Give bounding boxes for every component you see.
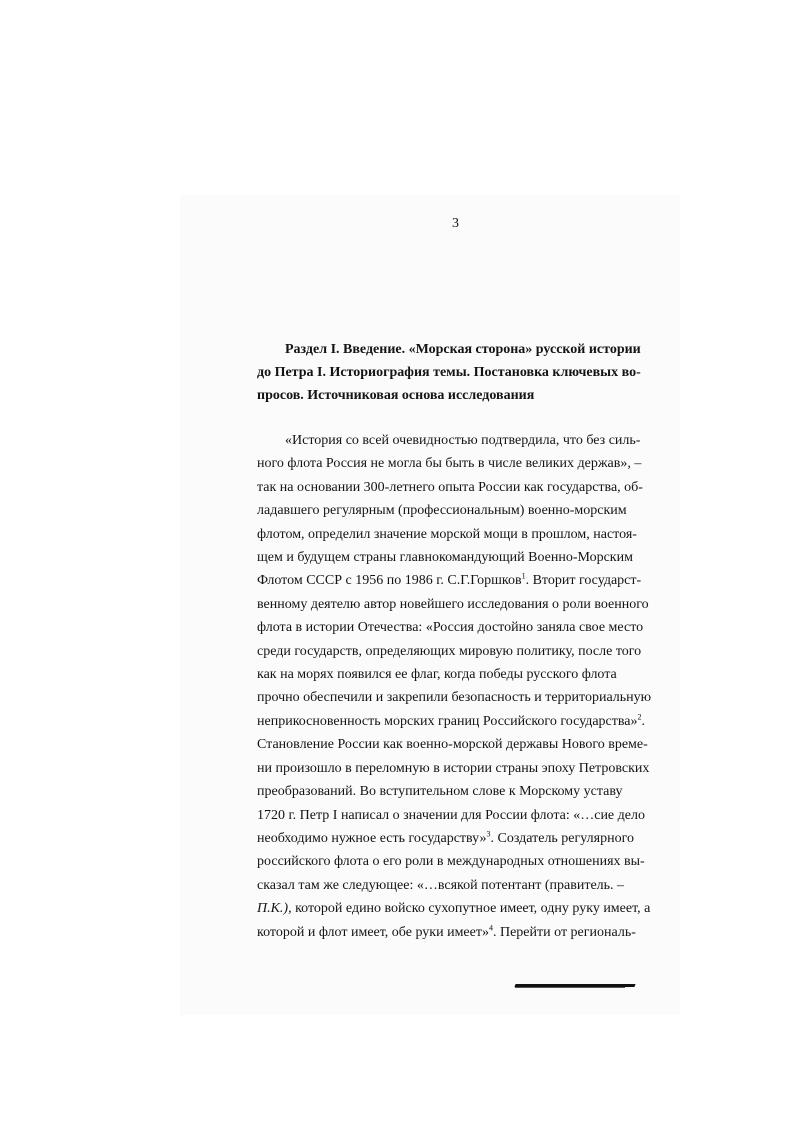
text-line: «История со всей очевидностью подтвердила, что без силь-: [285, 433, 641, 448]
text-line: щем и будущем страны главнокомандующий Военно-Морским: [257, 550, 633, 566]
text-line: сказал там же следующее: «…всякой потентант (правитель. –: [257, 877, 625, 893]
text-line: как на морях появился ее флаг, когда победы русского флота: [257, 667, 617, 683]
text-line: венному деятелю автор новейшего исследования о роли военного: [257, 596, 649, 612]
text-line: Становление России как военно-морской державы Нового време-: [257, 737, 648, 753]
text-run: которой и флот имеет, обе руки имеет»: [257, 924, 489, 940]
body-paragraph: [257, 429, 652, 944]
text-line: прочно обеспечили и закрепили безопасность и территориальную: [257, 690, 652, 706]
text-line: ного флота Россия не могла бы быть в числе великих держав», –: [257, 456, 642, 472]
text-line: 1720 г. Петр I написал о значении для России флота: «…сие дело: [257, 807, 645, 823]
text-run: неприкосновенность морских границ Российского государства»: [257, 713, 638, 729]
text-run-italic: П.К.),: [257, 901, 292, 917]
text-line: ни произошло в переломную в истории страны эпоху Петровских: [257, 760, 650, 776]
footnote-ref: 1: [521, 571, 526, 581]
heading-line: просов. Источниковая основа исследования: [257, 388, 535, 403]
footnote-separator-underline: [515, 987, 625, 988]
text-run: Флотом СССР с 1956 по 1986 г. С.Г.Горшков: [257, 573, 522, 589]
footnote-ref: 2: [637, 712, 642, 722]
text-line: флота в истории Отечества: «Россия достойно заняла свое место: [257, 620, 644, 636]
text-run: .: [641, 713, 646, 729]
page-number: 3: [452, 216, 459, 231]
text-line: российского флота о его роли в международных отношениях вы-: [257, 854, 645, 870]
text-run: которой едино войско сухопутное имеет, одну руку имеет, а: [291, 901, 651, 917]
text-run: . Вторит государст-: [525, 573, 642, 589]
text-line: [257, 710, 646, 733]
text-line: флотом, определил значение морской мощи в прошлом, настоя-: [257, 526, 637, 542]
footnote-ref: 3: [486, 829, 491, 839]
text-line: ладавшего регулярным (профессиональным) военно-морским: [257, 503, 627, 519]
text-line: [257, 827, 637, 850]
text-line: среди государств, определяющих мировую политику, после того: [257, 643, 642, 659]
text-run: . Перейти от региональ-: [492, 924, 636, 940]
text-run: . Создатель регулярного: [490, 830, 634, 846]
heading-line: Раздел I. Введение. «Морская сторона» русской истории: [285, 342, 641, 357]
section-heading: [257, 338, 641, 407]
footnote-ref: 4: [488, 922, 493, 932]
text-line: [257, 569, 642, 592]
text-line: так на основании 300-летнего опыта России как государства, об-: [257, 479, 643, 495]
text-run: необходимо нужное есть государству»: [257, 830, 487, 846]
heading-line: до Петра I. Историография темы. Постановка ключевых во-: [257, 365, 641, 380]
text-line: [257, 897, 651, 920]
text-line: преобразований. Во вступительном слове к Морскому уставу: [257, 784, 623, 800]
text-line: [257, 921, 637, 944]
